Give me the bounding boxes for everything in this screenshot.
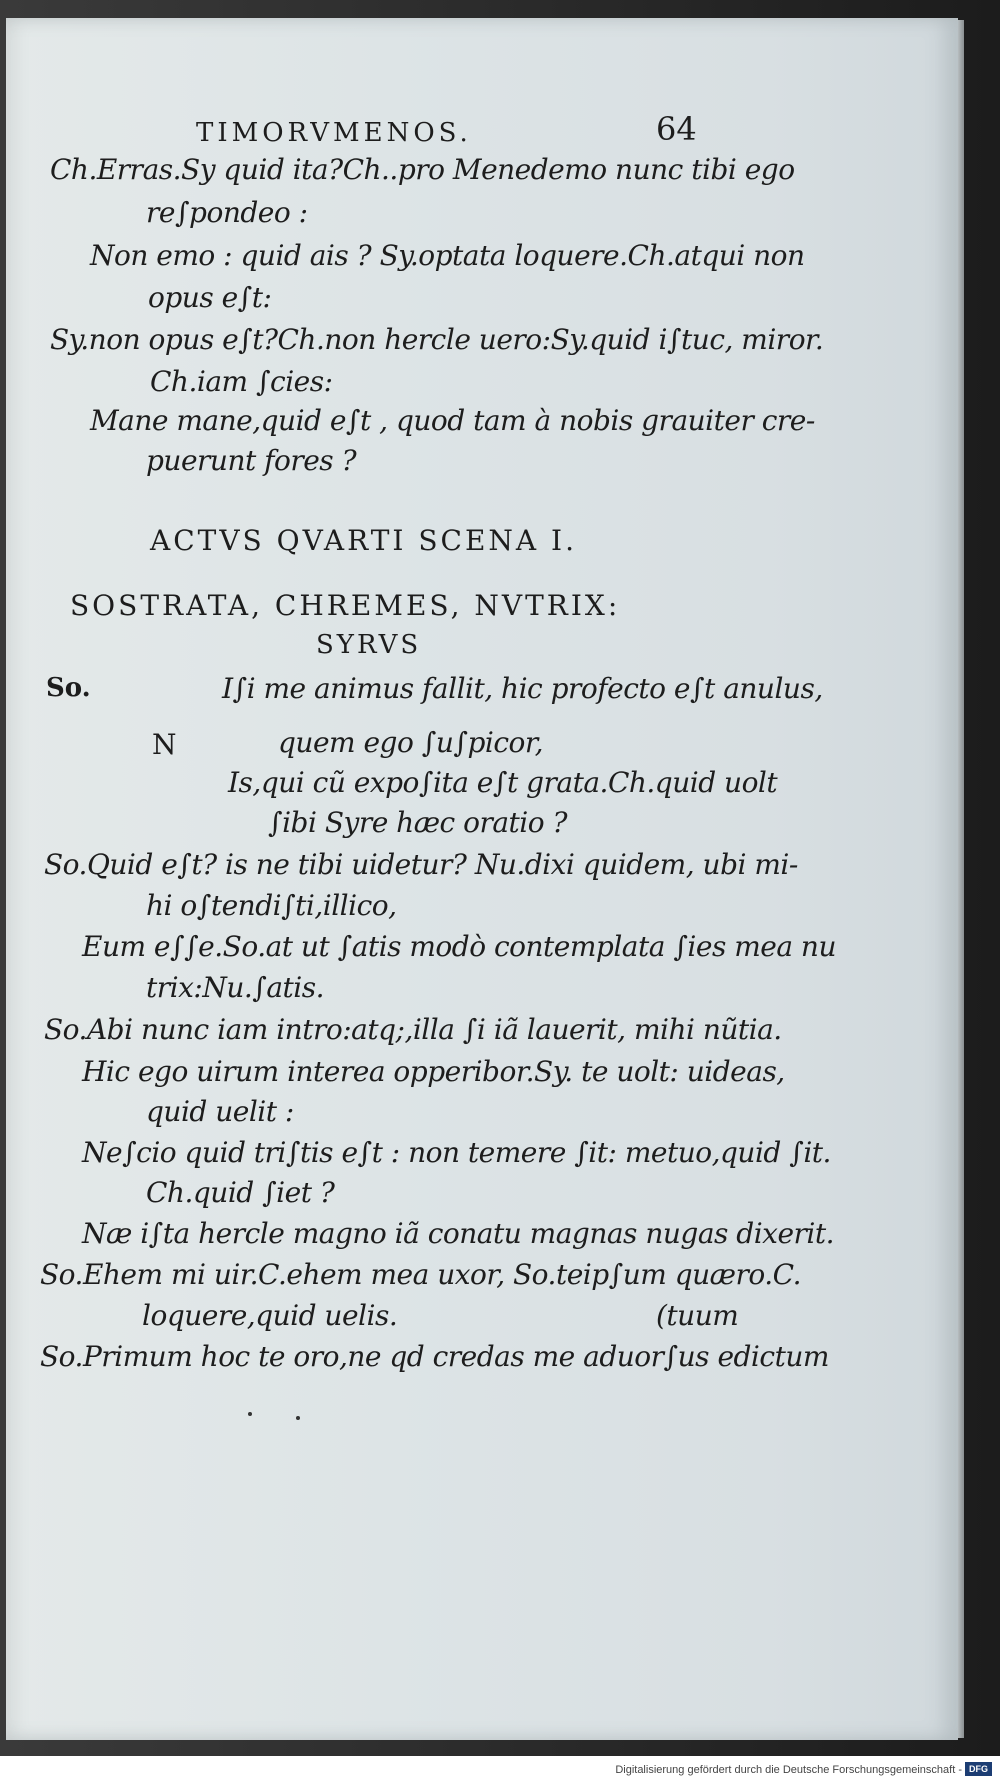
text-line: I∫i me animus fallit, hic profecto e∫t anulus, (222, 672, 823, 705)
text-line: Ch.Erras.Sy quid ita?Ch..pro Menedemo nunc tibi ego (50, 153, 795, 186)
text-line: So.Quid e∫t? is ne tibi uidetur? Nu.dixi quidem, ubi mi- (44, 848, 798, 881)
text-line: Sy.non opus e∫t?Ch.non hercle uero:Sy.quid i∫tuc, miror. (50, 323, 824, 356)
text-line: ∫ibi Syre hæc oratio ? (268, 806, 568, 839)
text-line: hi o∫tendi∫ti,illico, (146, 889, 397, 922)
act-heading: ACTVS QVARTI SCENA I. (150, 524, 577, 557)
text-line: Ch.quid ∫iet ? (146, 1176, 335, 1209)
text-line: quem ego ∫u∫picor, (278, 726, 544, 759)
speaker-label: So. (46, 673, 91, 703)
text-line: Næ i∫ta hercle magno iã conatu magnas nugas dixerit. (82, 1217, 835, 1250)
initial-letter: N (152, 728, 177, 761)
text-line: loquere,quid uelis. (142, 1299, 398, 1332)
text-line: Hic ego uirum interea opperibor.Sy. te uolt: uideas, (82, 1055, 785, 1088)
page-number: 64 (656, 110, 697, 148)
text-line: re∫pondeo : (146, 196, 308, 229)
text-line: So.Abi nunc iam intro:atq;,illa ∫i iã lauerit, mihi nũtia. (44, 1013, 782, 1046)
text-line: opus e∫t: (148, 281, 272, 314)
text-line: trix:Nu.∫atis. (146, 971, 325, 1004)
text-line: Mane mane,quid e∫t , quod tam à nobis grauiter cre- (90, 404, 815, 437)
text-line: (tuum (656, 1299, 739, 1332)
text-line: So.Ehem mi uir.C.ehem mea uxor, So.teip∫um quæro.C. (40, 1258, 801, 1291)
text-line: Ne∫cio quid tri∫tis e∫t : non temere ∫it: metuo,quid ∫it. (82, 1136, 831, 1169)
dfg-logo: DFG (965, 1762, 992, 1776)
text-line: Eum e∫∫e.So.at ut ∫atis modò contemplata ∫ies mea nu (82, 930, 836, 963)
text-line: puerunt fores ? (146, 444, 357, 477)
cast-list: SOSTRATA, CHREMES, NVTRIX: (70, 589, 621, 622)
cast-list-continued: SYRVS (316, 630, 422, 660)
text-line: Is,qui cũ expo∫ita e∫t grata.Ch.quid uolt (228, 766, 778, 799)
page-edge (958, 20, 964, 1738)
text-line: Non emo : quid ais ? Sy.optata loquere.Ch.atqui non (90, 239, 805, 272)
text-line: So.Primum hoc te oro,ne qd credas me aduor∫us edictum (40, 1340, 829, 1373)
ink-speck (248, 1412, 252, 1416)
ink-speck (296, 1416, 300, 1420)
digitization-credit: Digitalisierung gefördert durch die Deutsche Forschungsgemeinschaft - (615, 1764, 962, 1776)
text-line: Ch.iam ∫cies: (150, 365, 333, 398)
running-header-title: TIMORVMENOS. (196, 118, 472, 148)
text-line: quid uelit : (146, 1095, 294, 1128)
